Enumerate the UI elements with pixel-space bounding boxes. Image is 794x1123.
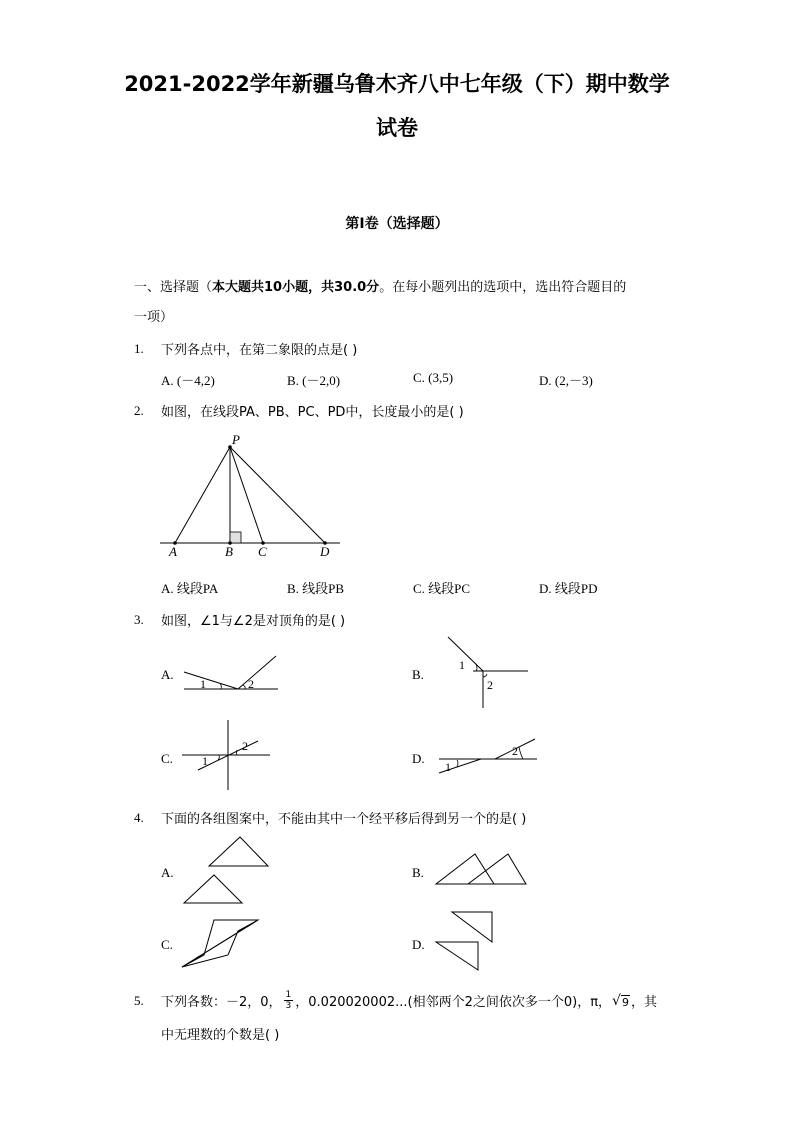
q2-option-a: A. 线段PA [161,581,219,596]
q5-sqrt [612,993,630,1009]
right-angle-mark [230,532,241,543]
q5-number: 5. [134,993,144,1008]
angle-label-2: 2 [487,678,493,692]
part-header-prefix: 一、选择题（ [134,280,213,295]
paper-title-line1: 2021-2022学年新疆乌鲁木齐八中七年级（下）期中数学 [124,72,670,96]
q4-figure-a [180,833,275,908]
angle-label-2: 2 [248,677,254,691]
q4-option-d: D. [412,937,425,952]
segment-pa [175,447,230,543]
q2-figure [155,430,355,565]
q2-option-b: B. 线段PB [287,581,345,596]
angle-label-2: 2 [512,744,518,758]
q5-sqrt-argument: 9 [621,995,629,1009]
segment-pc [230,447,263,543]
label-a: A [169,544,177,559]
q4-option-a: A. [161,865,174,880]
q3-option-a: A. [161,667,174,682]
q5-stem-line2: 中无理数的个数是( ) [161,1028,280,1043]
q2-option-d: D. 线段PD [539,581,598,596]
q5-stem-line1 [161,990,657,1011]
q2-option-c: C. 线段PC [413,581,471,596]
q3-number: 3. [134,612,144,627]
q5-fraction [284,990,294,1011]
q3-option-b: B. [412,667,424,682]
segment-pd [230,447,325,543]
q1-option-a: A. (－4,2) [161,373,215,388]
q3-figure-a [178,652,283,697]
section-heading: 第I卷（选择题） [345,216,449,232]
label-c: C [258,544,267,559]
angle-label-1: 1 [202,754,208,768]
sqrt-sign-icon: √ [612,992,621,1009]
part-header-line2: 一项） [134,310,174,325]
angle-label-1: 1 [459,658,465,672]
q3-option-d: D. [412,751,425,766]
q5-stem-middle: ，0.020020002...(相邻两个2之间依次多一个0)，π， [295,995,612,1010]
q3-option-c: C. [161,751,173,766]
angle-label-2: 2 [242,739,248,753]
q3-stem: 如图，∠1与∠2是对顶角的是( ) [161,614,346,629]
q4-stem: 下面的各组图案中，不能由其中一个经平移后得到另一个的是( ) [161,812,527,827]
q4-figure-c [178,915,263,970]
part-header-bold: 本大题共10小题，共30.0分 [212,280,380,295]
q4-figure-b [432,850,532,890]
q3-figure-d [435,733,540,778]
q1-number: 1. [134,341,144,356]
q2-stem: 如图，在线段PA、PB、PC、PD中，长度最小的是( ) [161,405,464,420]
q1-option-c: C. (3,5) [413,370,454,385]
q4-figure-d [432,908,497,973]
q4-number: 4. [134,810,144,825]
q4-option-b: B. [412,865,424,880]
q5-stem-start: 下列各数：－2，0， [161,995,282,1010]
label-d: D [320,544,330,559]
q3-figure-b [440,633,535,711]
q5-stem-end: ，其 [630,995,657,1010]
label-p: P [232,432,240,447]
q1-option-d: D. (2,－3) [539,373,593,388]
part-header-rest: 。在每小题列出的选项中，选出符合题目的 [379,280,627,295]
angle-label-1: 1 [200,677,206,691]
part-header [134,276,626,295]
q2-number: 2. [134,403,144,418]
q5-fraction-denominator: 3 [285,1001,292,1011]
paper-title-line2: 试卷 [376,116,418,140]
label-b: B [225,544,233,559]
angle-label-1: 1 [445,760,451,774]
q1-option-b: B. (－2,0) [287,373,341,388]
q1-stem: 下列各点中，在第二象限的点是( ) [161,343,358,358]
q5-fraction-numerator: 1 [285,990,292,1000]
q3-figure-c [178,718,278,793]
q4-option-c: C. [161,937,173,952]
